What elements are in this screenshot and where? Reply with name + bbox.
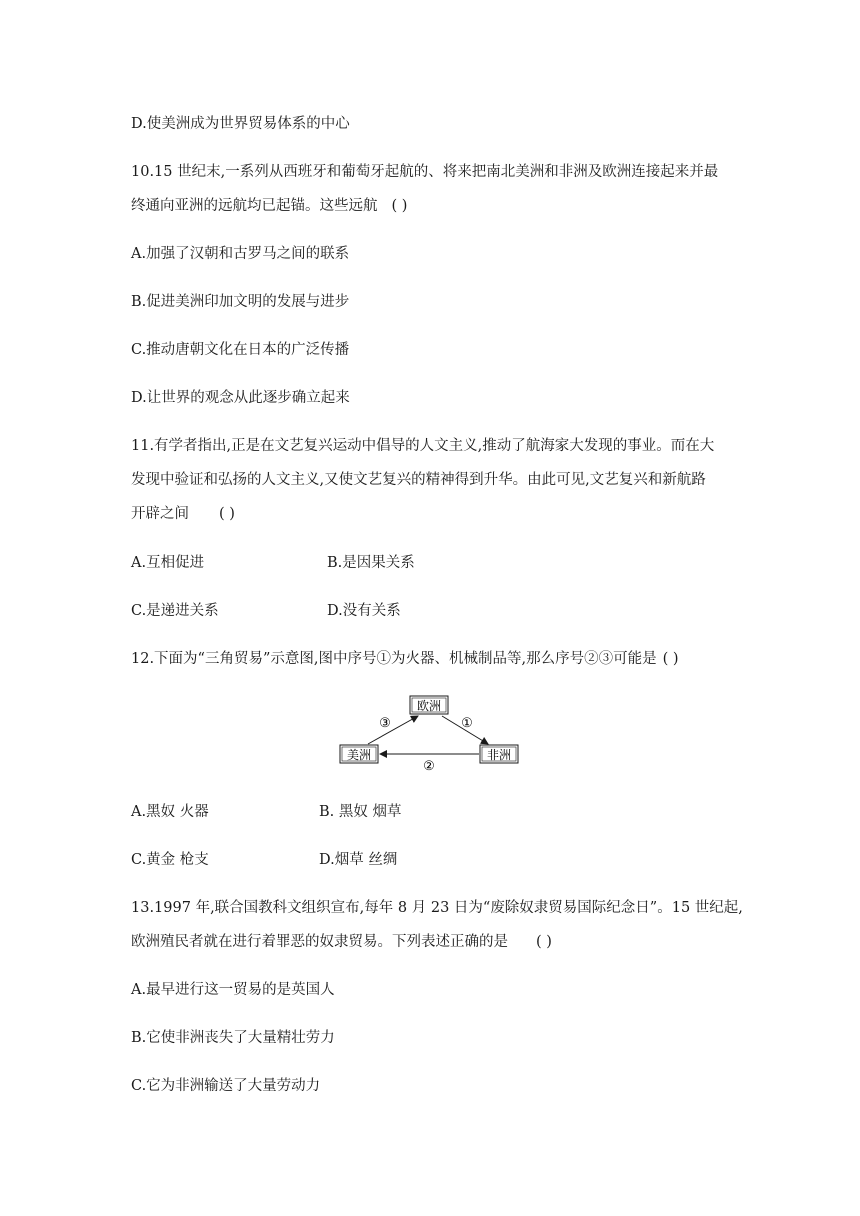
q13-stem-line1: 13.1997 年,联合国教科文组织宣布,每年 8 月 23 日为“废除奴隶贸易国际纪念日”。15 世纪起,	[131, 900, 743, 916]
q12-option-d: D.烟草 丝绸	[319, 852, 398, 868]
q11-option-b: B.是因果关系	[327, 555, 415, 571]
q12-stem	[131, 647, 679, 668]
africa-label: 非洲	[486, 748, 512, 762]
q12-answer-paren: ( )	[662, 651, 679, 667]
q11-option-c: C.是递进关系	[131, 603, 219, 619]
q10-option-a: A.加强了汉朝和古罗马之间的联系	[131, 246, 350, 262]
label-3: ③	[379, 716, 391, 731]
triangle-trade-diagram	[330, 690, 530, 775]
q13-answer-paren: ( )	[536, 934, 552, 950]
q9-option-d: D.使美洲成为世界贸易体系的中心	[131, 116, 350, 132]
q12-option-a: A.黑奴 火器	[131, 804, 209, 820]
q12-stem-text: 12.下面为“三角贸易”示意图,图中序号①为火器、机械制品等,那么序号②③可能是	[131, 651, 657, 667]
q13-option-b: B.它使非洲丧失了大量精壮劳力	[131, 1030, 335, 1046]
q10-answer-paren: ( )	[391, 198, 408, 214]
label-2: ②	[423, 759, 435, 774]
q10-stem-line2	[131, 194, 407, 215]
q11-stem-line2: 发现中验证和弘扬的人文主义,又使文艺复兴的精神得到升华。由此可见,文艺复兴和新航路	[131, 472, 706, 488]
arrow-america-to-europe	[368, 716, 418, 744]
europe-node	[410, 696, 448, 714]
q11-stem-line3	[131, 502, 235, 523]
q11-option-d: D.没有关系	[327, 603, 401, 619]
africa-node	[480, 745, 518, 763]
q13-option-c: C.它为非洲输送了大量劳动力	[131, 1078, 321, 1094]
q12-option-b: B. 黑奴 烟草	[319, 804, 402, 820]
america-label: 美洲	[346, 748, 372, 762]
america-node	[340, 745, 378, 763]
q10-option-c: C.推动唐朝文化在日本的广泛传播	[131, 342, 350, 358]
q13-stem-line2	[131, 930, 552, 951]
q13-option-a: A.最早进行这一贸易的是英国人	[131, 982, 335, 998]
europe-label: 欧洲	[416, 699, 442, 713]
label-1: ①	[461, 716, 473, 731]
q10-stem-text: 终通向亚洲的远航均已起锚。这些远航	[131, 198, 378, 214]
q11-stem-text: 开辟之间	[131, 506, 189, 522]
q11-option-a: A.互相促进	[131, 555, 205, 571]
q11-answer-paren: ( )	[219, 506, 235, 522]
q10-stem-line1: 10.15 世纪末,一系列从西班牙和葡萄牙起航的、将来把南北美洲和非洲及欧洲连接起来并最	[131, 164, 719, 180]
q11-stem-line1: 11.有学者指出,正是在文艺复兴运动中倡导的人文主义,推动了航海家大发现的事业。而在大	[131, 438, 715, 454]
q13-stem-text: 欧洲殖民者就在进行着罪恶的奴隶贸易。下列表述正确的是	[131, 934, 508, 950]
q10-option-d: D.让世界的观念从此逐步确立起来	[131, 390, 350, 406]
q10-option-b: B.促进美洲印加文明的发展与进步	[131, 294, 350, 310]
q12-option-c: C.黄金 枪支	[131, 852, 209, 868]
